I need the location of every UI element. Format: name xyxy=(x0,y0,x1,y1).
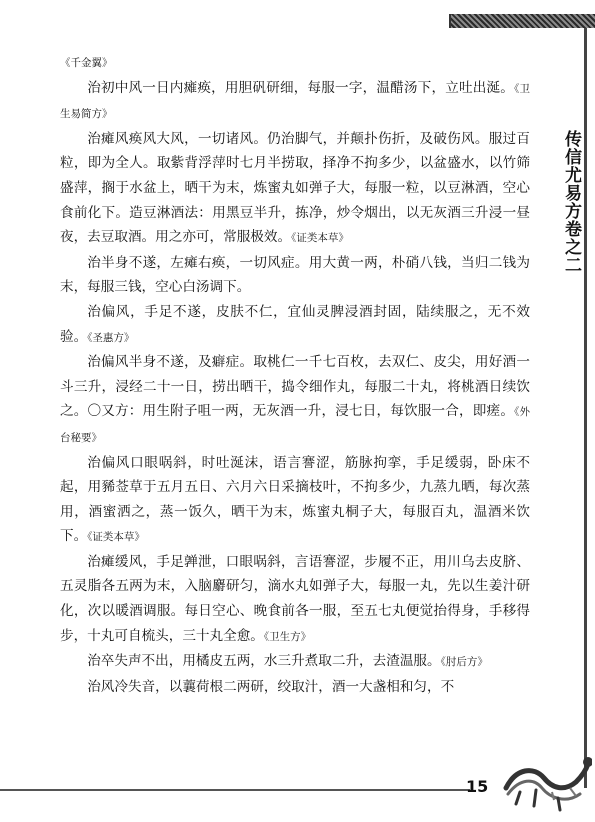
paragraph: 治半身不遂，左瘫右痪，一切风症。用大黄一两，朴硝八钱，当归二钱为末，每服三钱，空心白汤调下。 xyxy=(60,254,530,296)
paragraph: 治初中风一日内瘫痪，用胆矾研细，每服一字，温醋汤下，立吐出涎。《卫生易简方》 xyxy=(60,79,531,121)
source-citation: 《证类本草》 xyxy=(87,531,145,544)
running-title: 传信尤易方卷之二 xyxy=(561,130,581,274)
source-citation: 《圣惠方》 xyxy=(87,331,135,344)
paragraph: 治偏风半身不遂，及癖症。取桃仁一千七百枚，去双仁、皮尖，用好酒一斗三升，浸经二十一日，捞出晒干，捣令细作丸，每服二十丸，将桃酒日续饮之。〇又方：用生附子咀一两，无灰酒一升，浸七日，每饮服一合，即瘥。《外台秘要》 xyxy=(60,354,531,444)
paragraph: 治瘫风痪风大风，一切诸风。仍治脚气，并颠扑伤折，及破伤风。服过百粒，即为全人。取紫背浮萍时七月半捞取，择净不拘多少，以盆盛水，以竹筛盛萍，搁于水盆上，晒干为末，炼蜜丸如弹子大，每服一粒，以豆淋酒，空心食前化下。造豆淋酒法：用黑豆半升，拣净，炒令烟出，以无灰酒三升浸一昼夜，去豆取酒。用之亦可，常服极效。《证类本草》 xyxy=(60,130,530,246)
page-number: 15 xyxy=(466,777,489,796)
source-citation: 《肘后方》 xyxy=(440,656,488,669)
sidebar-rule xyxy=(584,28,587,788)
dragon-ornament-icon xyxy=(500,748,592,812)
source-citation: 《卫生易简方》 xyxy=(60,82,531,121)
paragraph: 治卒失声不出，用橘皮五两，水三升煮取二升，去渣温服。《肘后方》 xyxy=(87,653,488,670)
body-text xyxy=(60,50,530,699)
source-citation: 《外台秘要》 xyxy=(60,406,531,444)
paragraph: 治风冷失音，以蘘荷根二两研，绞取汁，酒一大盏相和匀，不 xyxy=(87,678,455,695)
source-citation: 《证类本草》 xyxy=(291,232,349,245)
source-citation: 《千金翼》 xyxy=(60,57,113,69)
paragraph: 治瘫缓风，手足亸泄，口眼㖞斜，言语謇涩，步履不正，用川乌去皮脐、五灵脂各五两为末，入脑麝研匀，滴水丸如弹子大，每服一丸，先以生姜汁研化，次以暖酒调服。每日空心、晚食前各一服，至五七丸便觉抬得身，手移得步，十丸可自梳头，三十丸全愈。《卫生方》 xyxy=(60,553,530,644)
decorative-border-end xyxy=(425,14,451,28)
source-citation: 《卫生方》 xyxy=(263,630,312,643)
paragraph: 治偏风口眼㖞斜，时吐涎沫，语言謇涩，筋脉拘挛，手足缓弱，卧床不起，用豨莶草于五月五日、六月六日采摘枝叶，不拘多少，九蒸九晒，每次蒸用，酒蜜洒之，蒸一饭久，晒干为末，炼蜜丸桐子大，每服百丸，温酒米饮下。《证类本草》 xyxy=(60,454,530,545)
footer-rule xyxy=(0,789,470,791)
paragraph: 治偏风，手足不遂，皮肤不仁，宜仙灵脾浸酒封固，陆续服之，无不效验。《圣惠方》 xyxy=(60,303,530,345)
